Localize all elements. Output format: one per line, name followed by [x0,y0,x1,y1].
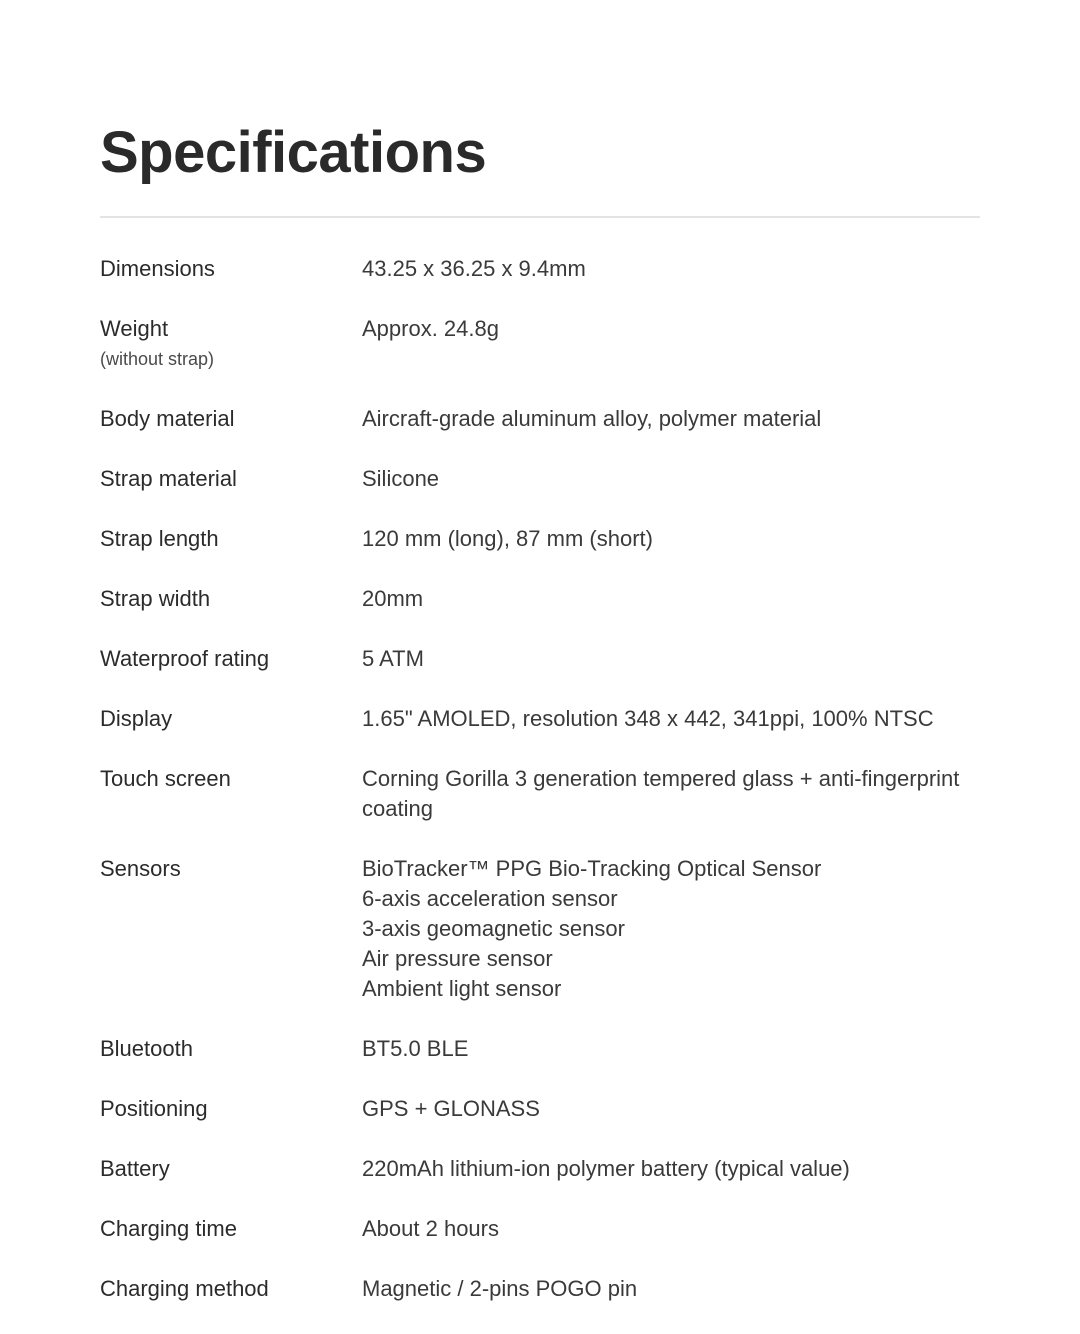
spec-label: Battery [100,1156,170,1181]
spec-value: Magnetic / 2-pins POGO pin [362,1276,638,1301]
spec-value: 1.65" AMOLED, resolution 348 x 442, 341ppi, 100% NTSC [362,706,934,731]
spec-label: Strap material [100,466,237,491]
spec-value: GPS + GLONASS [362,1096,540,1121]
spec-value-cell [362,584,1020,614]
spec-value-cell [362,524,1020,554]
spec-row [100,1154,1020,1184]
spec-label: Body material [100,406,235,431]
spec-label-cell [100,1034,362,1064]
spec-label-cell [100,464,362,494]
spec-row [100,1274,1020,1304]
spec-value: Silicone [362,466,440,491]
spec-label: Touch screen [100,766,231,791]
spec-value-cell [362,704,1020,734]
spec-row [100,854,1020,1004]
spec-value: BT5.0 BLE [362,1036,469,1061]
spec-row [100,1214,1020,1244]
spec-value: Corning Gorilla 3 generation tempered glass + anti-fingerprint coating [362,766,960,821]
spec-label-cell [100,584,362,614]
page-title: Specifications [100,120,487,185]
spec-value: 43.25 x 36.25 x 9.4mm [362,256,586,281]
spec-value-cell [362,644,1020,674]
spec-value: About 2 hours [362,1216,499,1241]
spec-label-cell [100,854,362,884]
spec-value: 220mAh lithium-ion polymer battery (typical value) [362,1156,850,1181]
spec-row [100,704,1020,734]
spec-label-cell [100,1214,362,1244]
spec-value: 3-axis geomagnetic sensor [362,916,625,941]
spec-sublabel: (without strap) [100,349,215,369]
spec-value: Aircraft-grade aluminum alloy, polymer material [362,406,822,431]
spec-label-cell [100,704,362,734]
spec-label: Strap length [100,526,219,551]
spec-value-cell [362,254,1020,284]
title-divider [100,216,980,218]
spec-label: Display [100,706,173,731]
spec-value-cell [362,314,1020,344]
spec-value: BioTracker™ PPG Bio-Tracking Optical Sensor [362,856,822,881]
spec-label: Strap width [100,586,211,611]
spec-row [100,644,1020,674]
spec-value-cell [362,854,1020,1004]
spec-row [100,254,1020,284]
spec-value-cell [362,764,1020,824]
spec-row [100,524,1020,554]
spec-label: Charging method [100,1276,269,1301]
spec-value-cell [362,1154,1020,1184]
spec-label-cell [100,1094,362,1124]
spec-row [100,1034,1020,1064]
spec-value-cell [362,1214,1020,1244]
spec-value: 6-axis acceleration sensor [362,886,618,911]
spec-value: Approx. 24.8g [362,316,499,341]
spec-label: Waterproof rating [100,646,270,671]
spec-row [100,1094,1020,1124]
spec-value-cell [362,1274,1020,1304]
spec-label: Charging time [100,1216,237,1241]
spec-row [100,464,1020,494]
spec-label-cell [100,314,362,374]
spec-label: Bluetooth [100,1036,193,1061]
spec-label-cell [100,1274,362,1304]
spec-row [100,314,1020,374]
spec-row [100,584,1020,614]
spec-value: 5 ATM [362,646,424,671]
spec-label-cell [100,404,362,434]
spec-value: 120 mm (long), 87 mm (short) [362,526,653,551]
spec-label-cell [100,524,362,554]
spec-label-cell [100,254,362,284]
spec-value-cell [362,1094,1020,1124]
spec-value: Ambient light sensor [362,976,562,1001]
spec-value: 20mm [362,586,424,611]
spec-value-cell [362,464,1020,494]
spec-label-cell [100,764,362,794]
spec-row [100,764,1020,824]
spec-value: Air pressure sensor [362,946,553,971]
spec-label: Sensors [100,856,181,881]
spec-value-cell [362,404,1020,434]
spec-label: Positioning [100,1096,208,1121]
spec-value-cell [362,1034,1020,1064]
spec-label: Dimensions [100,256,215,281]
spec-row [100,404,1020,434]
spec-label-cell [100,1154,362,1184]
spec-label-cell [100,644,362,674]
specs-table [100,254,1020,1334]
spec-label: Weight [100,316,169,341]
